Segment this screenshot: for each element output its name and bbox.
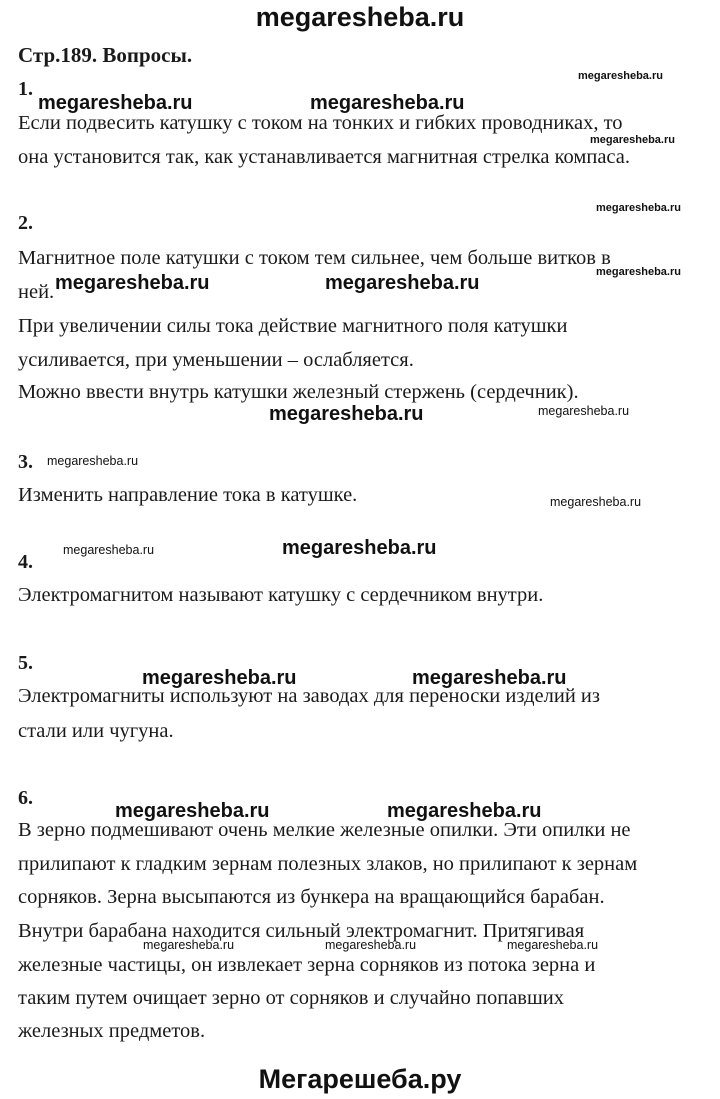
answer-5-line-1: Электромагниты используют на заводах для переноски изделий из [18, 685, 600, 707]
watermark: megaresheba.ru [412, 667, 567, 689]
watermark: megaresheba.ru [269, 403, 424, 425]
footer-title: Мегарешеба.ру [258, 1064, 462, 1094]
watermark: megaresheba.ru [550, 495, 642, 509]
answer-6-line-1: В зерно подмешивают очень мелкие железные опилки. Эти опилки не [18, 819, 631, 841]
answer-3-line-1: Изменить направление тока в катушке. [18, 484, 358, 506]
question-number-3: 3. [18, 451, 33, 473]
watermark: megaresheba.ru [115, 800, 270, 822]
answer-6-line-7: железных предметов. [18, 1020, 206, 1042]
watermark: megaresheba.ru [538, 404, 630, 418]
answer-4-line-1: Электромагнитом называют катушку с сердечником внутри. [18, 584, 544, 606]
answer-2-line-4: усиливается, при уменьшении – ослабляется. [18, 349, 414, 371]
watermark: megaresheba.ru [590, 134, 675, 146]
watermark: megaresheba.ru [142, 667, 297, 689]
site-title: megaresheba.ru [255, 2, 465, 32]
watermark: megaresheba.ru [38, 92, 193, 114]
answer-2-line-1: Магнитное поле катушки с током тем сильнее, чем больше витков в [18, 247, 611, 269]
answer-6-line-6: таким путем очищает зерно от сорняков и случайно попавших [18, 987, 564, 1009]
answer-6-line-4: Внутри барабана находится сильный электромагнит. Притягивая [18, 920, 585, 942]
page-heading: Стр.189. Вопросы. [18, 43, 193, 67]
watermark: megaresheba.ru [47, 454, 139, 468]
answer-2-line-3: При увеличении силы тока действие магнитного поля катушки [18, 315, 568, 337]
question-number-5: 5. [18, 652, 33, 674]
answer-2-line-2: ней. [18, 281, 55, 303]
answer-1-line-1: Если подвесить катушку с током на тонких и гибких проводниках, то [18, 112, 623, 134]
watermark: megaresheba.ru [282, 537, 437, 559]
question-number-4: 4. [18, 551, 33, 573]
question-number-6: 6. [18, 787, 33, 809]
watermark: megaresheba.ru [578, 70, 663, 82]
question-number-2: 2. [18, 212, 33, 234]
watermark: megaresheba.ru [325, 938, 417, 952]
question-number-1: 1. [18, 78, 33, 100]
answer-5-line-2: стали или чугуна. [18, 720, 174, 742]
answer-2-line-5: Можно ввести внутрь катушки железный стержень (сердечник). [18, 381, 579, 403]
watermark: megaresheba.ru [55, 272, 210, 294]
watermark: megaresheba.ru [325, 272, 480, 294]
answer-6-line-2: прилипают к гладким зернам полезных злаков, но прилипают к зернам [18, 853, 638, 875]
watermark: megaresheba.ru [310, 92, 465, 114]
watermark: megaresheba.ru [143, 938, 235, 952]
watermark: megaresheba.ru [507, 938, 599, 952]
watermark: megaresheba.ru [387, 800, 542, 822]
answer-1-line-2: она установится так, как устанавливается магнитная стрелка компаса. [18, 146, 631, 168]
answer-6-line-3: сорняков. Зерна высыпаются из бункера на вращающийся барабан. [18, 886, 605, 908]
watermark: megaresheba.ru [63, 543, 155, 557]
watermark: megaresheba.ru [596, 266, 681, 278]
watermark: megaresheba.ru [596, 202, 681, 214]
answer-6-line-5: железные частицы, он извлекает зерна сорняков из потока зерна и [18, 954, 596, 976]
